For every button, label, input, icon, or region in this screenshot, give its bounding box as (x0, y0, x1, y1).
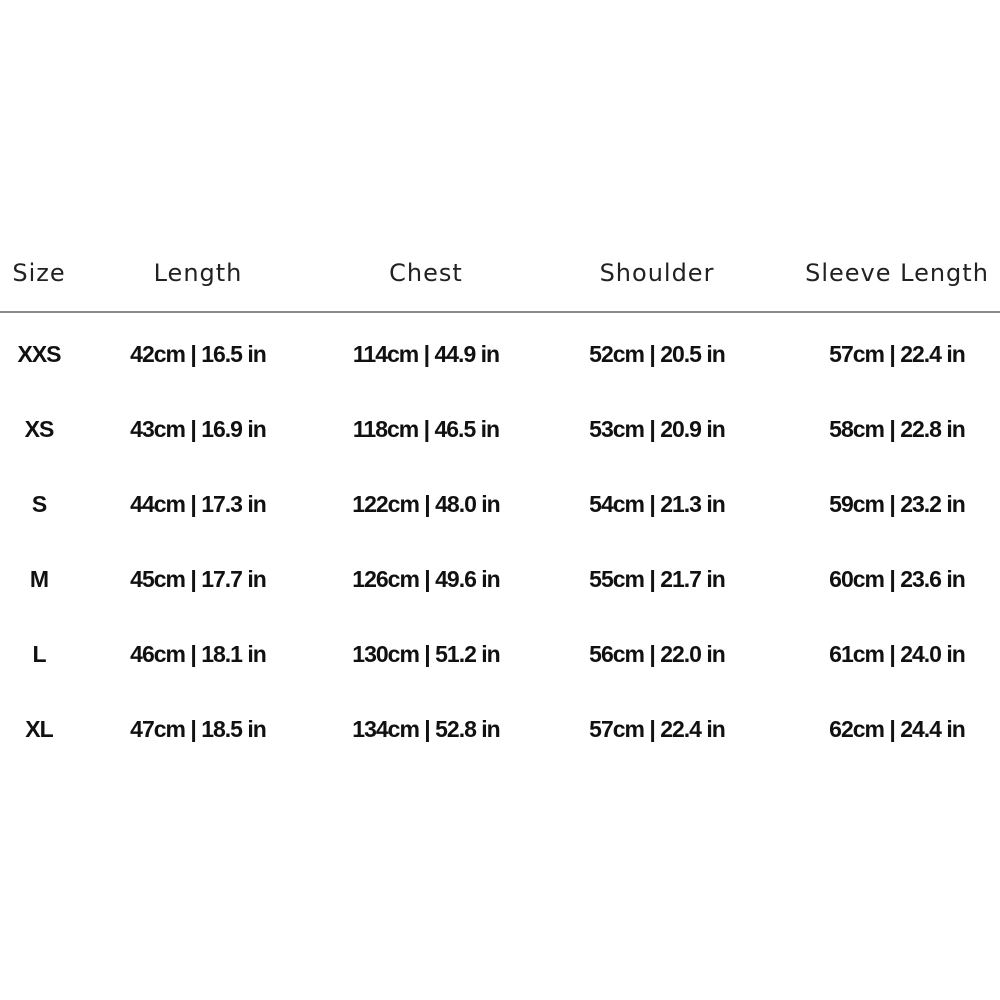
cell-size: XL (25, 716, 53, 742)
table-row (0, 688, 1000, 763)
cell-chest: 118cm | 46.5 in (352, 416, 500, 442)
header-chest: Chest (389, 259, 463, 287)
cell-sleeve-length: 62cm | 24.4 in (829, 716, 965, 742)
cell-length: 43cm | 16.9 in (130, 416, 266, 442)
table-row (0, 463, 1000, 538)
cell-length: 47cm | 18.5 in (130, 716, 266, 742)
cell-chest: 134cm | 52.8 in (352, 716, 500, 742)
cell-sleeve-length: 59cm | 23.2 in (829, 491, 965, 517)
cell-shoulder: 53cm | 20.9 in (589, 416, 725, 442)
cell-shoulder: 54cm | 21.3 in (589, 491, 725, 517)
cell-length: 46cm | 18.1 in (130, 641, 266, 667)
cell-chest: 114cm | 44.9 in (352, 341, 500, 367)
cell-sleeve-length: 57cm | 22.4 in (829, 341, 965, 367)
table-row (0, 313, 1000, 388)
cell-shoulder: 55cm | 21.7 in (589, 566, 725, 592)
header-sleeve-length: Sleeve Length (805, 259, 989, 287)
cell-length: 44cm | 17.3 in (130, 491, 266, 517)
header-size: Size (12, 259, 66, 287)
cell-sleeve-length: 61cm | 24.0 in (829, 641, 965, 667)
table-row (0, 388, 1000, 463)
table-row (0, 613, 1000, 688)
cell-size: S (31, 491, 47, 517)
cell-shoulder: 57cm | 22.4 in (589, 716, 725, 742)
cell-shoulder: 56cm | 22.0 in (589, 641, 725, 667)
cell-size: XS (24, 416, 54, 442)
cell-size: L (32, 641, 46, 667)
cell-chest: 122cm | 48.0 in (352, 491, 500, 517)
header-length: Length (153, 259, 243, 287)
size-chart-table (0, 245, 1000, 763)
cell-sleeve-length: 58cm | 22.8 in (829, 416, 965, 442)
cell-length: 45cm | 17.7 in (130, 566, 266, 592)
cell-sleeve-length: 60cm | 23.6 in (829, 566, 965, 592)
table-header-row (0, 245, 1000, 313)
cell-size: M (29, 566, 49, 592)
cell-size: XXS (17, 341, 61, 367)
cell-chest: 126cm | 49.6 in (352, 566, 500, 592)
table-row (0, 538, 1000, 613)
cell-length: 42cm | 16.5 in (130, 341, 266, 367)
table-body (0, 313, 1000, 763)
header-shoulder: Shoulder (599, 259, 715, 287)
cell-shoulder: 52cm | 20.5 in (589, 341, 725, 367)
cell-chest: 130cm | 51.2 in (352, 641, 500, 667)
